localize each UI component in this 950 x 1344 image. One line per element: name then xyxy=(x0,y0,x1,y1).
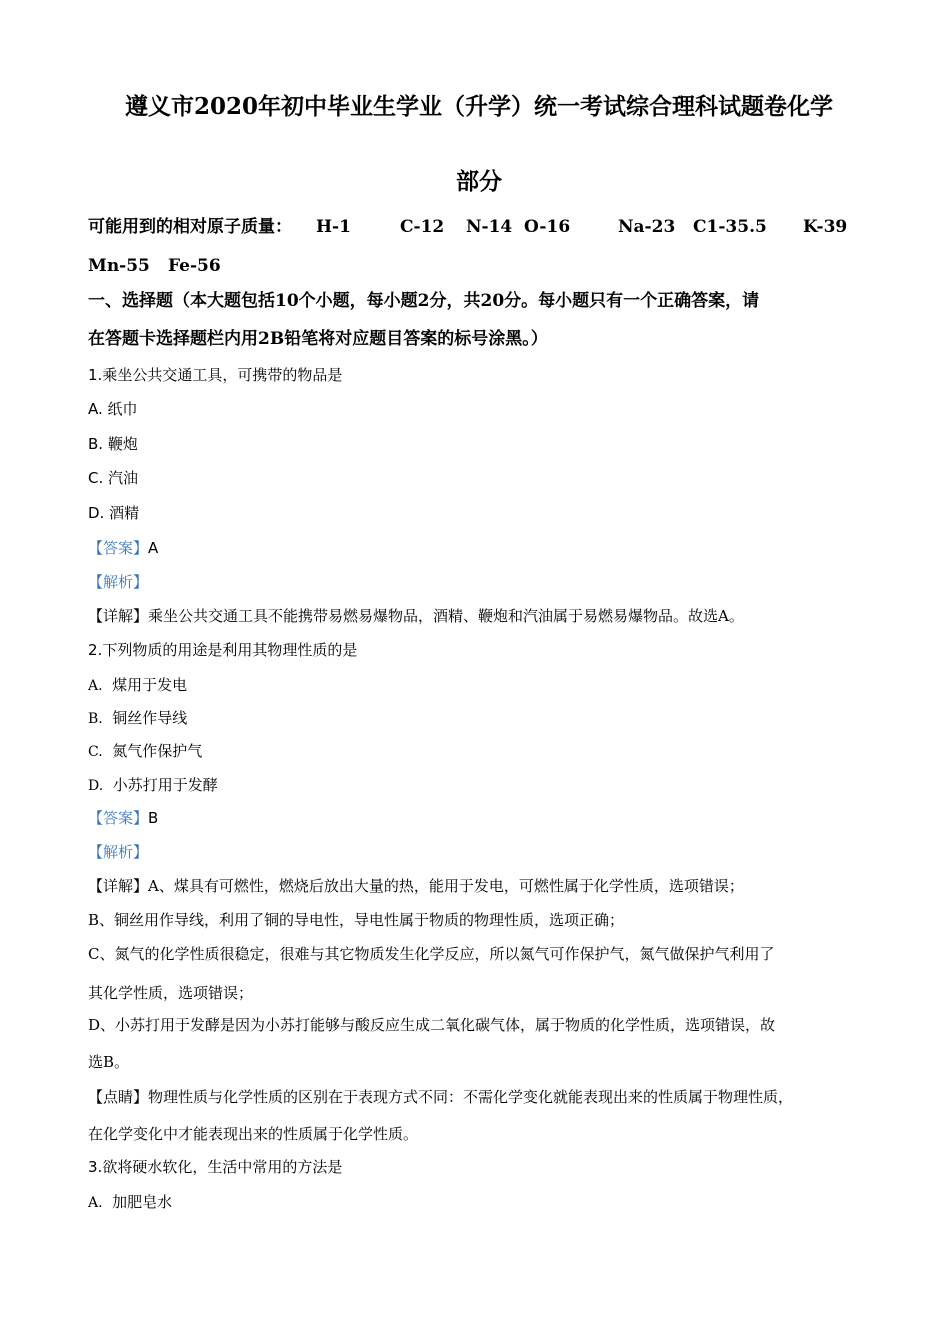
question-text: 欲将硬水软化，生活中常用的方法是 xyxy=(102,1158,343,1176)
question-2-tip-line: 在化学变化中才能表现出来的性质属于化学性质。 xyxy=(88,1125,419,1143)
atomic-mass-item: C1-35.5 xyxy=(693,217,767,237)
question-1-answer xyxy=(88,538,158,558)
question-1-analysis-tag: 【解析】 xyxy=(88,573,149,591)
option-text: 鞭炮 xyxy=(107,435,138,453)
question-number: 3. xyxy=(88,1158,103,1176)
tip-tag: 【点睛】 xyxy=(88,1088,149,1106)
option-text: 酒精 xyxy=(109,504,140,522)
question-2-option-d xyxy=(88,775,218,796)
question-text: 下列物质的用途是利用其物理性质的是 xyxy=(102,641,358,659)
option-letter: D. xyxy=(88,778,104,794)
option-text: 煤用于发电 xyxy=(112,676,188,694)
option-text: 小苏打用于发酵 xyxy=(112,776,218,794)
question-1-option-d xyxy=(88,503,139,523)
atomic-mass-item: O-16 xyxy=(524,217,571,237)
option-text: 氮气作保护气 xyxy=(112,742,203,760)
question-2-option-c xyxy=(88,741,202,762)
option-letter: C. xyxy=(88,469,104,487)
answer-tag: 【答案】 xyxy=(88,809,149,827)
question-2-detail-line: 选B。 xyxy=(88,1053,130,1071)
option-letter: A. xyxy=(88,400,103,418)
question-number: 1. xyxy=(88,366,103,384)
option-letter: B. xyxy=(88,435,104,453)
question-2-detail-line: 其化学性质，选项错误； xyxy=(88,984,254,1002)
atomic-mass-row xyxy=(88,217,870,239)
question-3-stem xyxy=(88,1157,342,1177)
question-2-option-b xyxy=(88,708,187,729)
question-2-tip-line xyxy=(88,1087,793,1107)
question-text: 乘坐公共交通工具，可携带的物品是 xyxy=(102,366,343,384)
atomic-mass-item: K-39 xyxy=(803,217,848,237)
answer-value: A xyxy=(148,539,159,557)
tip-text: 物理性质与化学性质的区别在于表现方式不同：不需化学变化就能表现出来的性质属于物理性质， xyxy=(148,1088,794,1106)
section-heading-line-1: 一、选择题（本大题包括10个小题，每小题2分，共20分。每小题只有一个正确答案，请 xyxy=(88,291,760,311)
question-2-option-a xyxy=(88,675,187,696)
question-1-option-a xyxy=(88,399,138,419)
question-2-stem xyxy=(88,640,357,660)
option-letter: C. xyxy=(88,744,103,760)
answer-tag: 【答案】 xyxy=(88,539,149,557)
question-2-analysis-tag: 【解析】 xyxy=(88,843,149,861)
atomic-mass-row xyxy=(88,256,870,278)
atomic-mass-item: H-1 xyxy=(316,217,351,237)
question-1-stem xyxy=(88,365,342,385)
question-2-detail-line: C、氮气的化学性质很稳定，很难与其它物质发生化学反应，所以氮气可作保护气，氮气做保护气利用了 xyxy=(88,945,775,963)
option-text: 加肥皂水 xyxy=(112,1193,173,1211)
detail-text: A、煤具有可燃性，燃烧后放出大量的热，能用于发电，可燃性属于化学性质，选项错误； xyxy=(148,877,744,895)
option-text: 纸巾 xyxy=(107,400,138,418)
atomic-mass-label: 可能用到的相对原子质量： xyxy=(88,217,292,237)
question-2-answer xyxy=(88,808,158,828)
option-letter: D. xyxy=(88,504,105,522)
question-number: 2. xyxy=(88,641,103,659)
atomic-mass-item: Fe-56 xyxy=(168,256,221,276)
question-1-option-b xyxy=(88,434,138,454)
question-1-detail xyxy=(88,606,744,626)
atomic-mass-item: Mn-55 xyxy=(88,256,150,276)
question-3-option-a xyxy=(88,1192,172,1213)
page-title-line-2: 部分 xyxy=(456,168,502,195)
section-heading-line-2: 在答题卡选择题栏内用2B铅笔将对应题目答案的标号涂黑。） xyxy=(88,329,548,349)
option-letter: A. xyxy=(88,1195,103,1211)
option-text: 汽油 xyxy=(108,469,139,487)
question-1-option-c xyxy=(88,468,138,488)
question-2-detail-line: D、小苏打用于发酵是因为小苏打能够与酸反应生成二氧化碳气体，属于物质的化学性质，选项错误，故 xyxy=(88,1016,776,1034)
detail-tag: 【详解】 xyxy=(88,607,149,625)
atomic-mass-item: C-12 xyxy=(400,217,445,237)
page-title-line-1: 遵义市2020年初中毕业生学业（升学）统一考试综合理科试题卷化学 xyxy=(124,93,833,120)
question-2-detail-line: B、铜丝用作导线，利用了铜的导电性，导电性属于物质的物理性质，选项正确； xyxy=(88,911,625,929)
question-2-detail-line xyxy=(88,876,744,896)
answer-value: B xyxy=(148,809,159,827)
atomic-mass-item: N-14 xyxy=(466,217,513,237)
option-letter: A. xyxy=(88,678,103,694)
option-letter: B. xyxy=(88,711,103,727)
atomic-mass-item: Na-23 xyxy=(618,217,676,237)
detail-tag: 【详解】 xyxy=(88,877,149,895)
option-text: 铜丝作导线 xyxy=(112,709,188,727)
detail-text: 乘坐公共交通工具不能携带易燃易爆物品，酒精、鞭炮和汽油属于易燃易爆物品。故选A。 xyxy=(148,607,744,625)
